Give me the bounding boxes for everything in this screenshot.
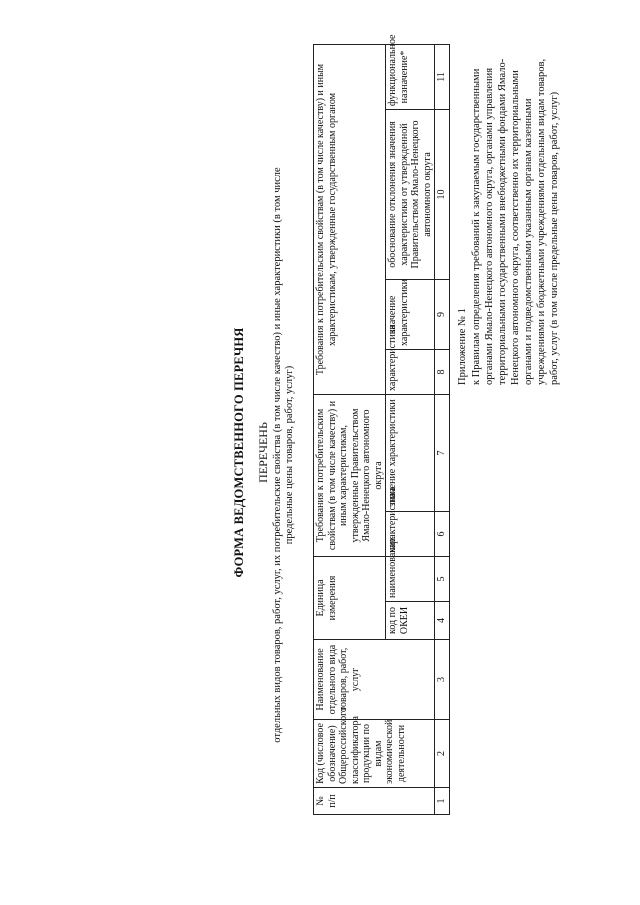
col-number: 7: [435, 394, 450, 511]
header-gov-value: значение характеристики: [386, 394, 435, 511]
header-justify: обоснование отклонения значения характеристики от утвержденной Правительством Ямало-Ненецкого автономного округа: [386, 109, 435, 279]
header-code: Код (числовое обозначение) Общероссийского классификатора продукции по видам экономической деятельности: [314, 720, 435, 788]
requirements-table: [313, 34, 450, 815]
header-req-org: Требования к потребительским свойствам (в том числе качеству) и иным характеристикам, утвержденные государственным органом: [314, 44, 386, 394]
header-req-gov: Требования к потребительским свойствам (в том числе качеству) и иным характеристикам, утвержденные Правительством Ямало-Ненецкого автономного округа: [314, 394, 386, 556]
header-row-1: [314, 44, 386, 814]
header-name: Наименование отдельного вида товаров, работ, услуг: [314, 640, 435, 720]
header-unit-name: наименование: [386, 557, 435, 602]
header-unit-code: код по ОКЕИ: [386, 602, 435, 640]
col-number: 5: [435, 557, 450, 602]
appendix-block: [456, 45, 561, 385]
appendix-title: Приложение № 1: [457, 308, 468, 385]
col-number: 6: [435, 512, 450, 557]
form-title: ФОРМА ВЕДОМСТВЕННОГО ПЕРЕЧНЯ: [232, 327, 246, 578]
col-number: 10: [435, 109, 450, 279]
col-number: 11: [435, 44, 450, 109]
col-number: 2: [435, 720, 450, 788]
col-number: 4: [435, 602, 450, 640]
list-title: ПЕРЕЧЕНЬ: [256, 422, 270, 483]
list-subtitle: отдельных видов товаров, работ, услуг, их потребительские свойства (в том числе качество) и иные характеристики (в том числе предельные цены товаров, работ, услуг): [272, 167, 295, 743]
header-num: № п/п: [314, 788, 435, 815]
header-gov-char: характеристика: [386, 512, 435, 557]
col-number: 1: [435, 788, 450, 815]
header-purpose: функциональное назначение*: [386, 44, 435, 109]
header-org-char: характеристика: [386, 349, 435, 394]
col-number: 3: [435, 640, 450, 720]
header-org-value: значение характеристики: [386, 279, 435, 349]
appendix-text: к Правилам определения требований к закупаемым государственными органами Ямало-Ненецкого автономного округа, органами управления территориальными государственными внебюджетными фондами Ямало-Ненецкого автономного округа, соответственно их территориальными органами и подведомственными указанным органам казенными учреждениями и бюджетными учреждениями отдельным видам товаров, работ, услуг (в том числе предельные цены товаров, работ, услуг): [471, 58, 560, 385]
header-unit: Единица измерения: [314, 557, 386, 640]
col-number: 9: [435, 279, 450, 349]
column-number-row: [435, 44, 450, 814]
col-number: 8: [435, 349, 450, 394]
